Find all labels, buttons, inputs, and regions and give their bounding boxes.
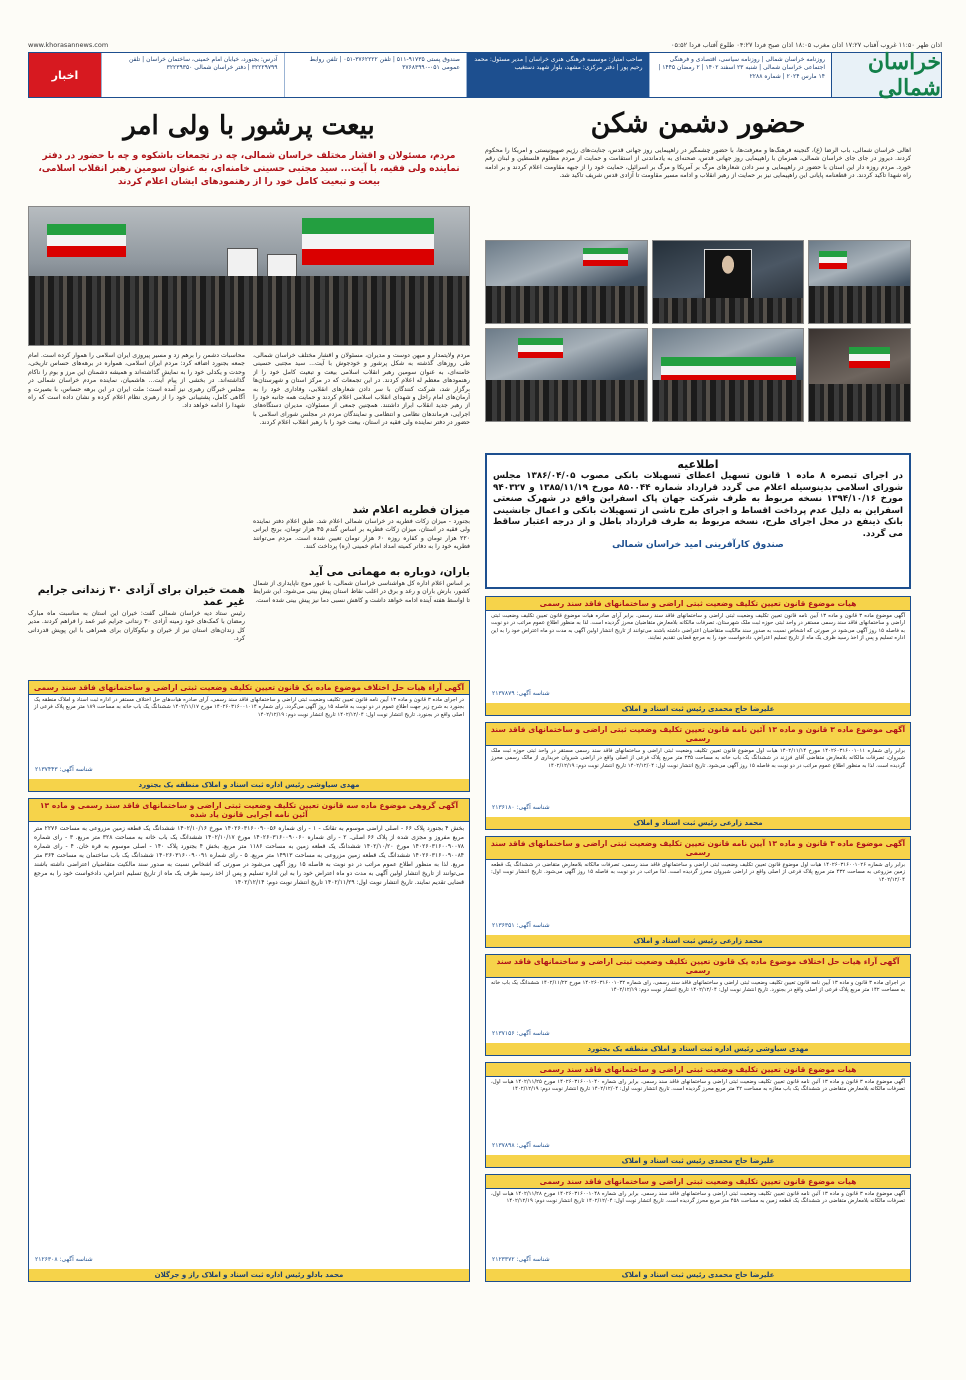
ad-body: آگهی موضوع ماده ۳ قانون و ماده ۱۳ آئین نامه قانون تعیین تکلیف وضعیت ثبتی اراضی و ساختمانهای فاقد سند رسمی. برابر رای شماره ۱۴۰۲۶۰۳۱۶۰۰۱۰۴۸ مورخ ۱۴۰۲/۱۱/۲۸ هیات اول، تصرفات مالکانه بلامعارض متقاضی در ششدانگ یک قطعه زمین به مساحت ۴۵۸ متر مربع محرز گردیده است. تاریخ انتشار نوبت اول: ۱۴۰۲/۱۲/۰۴ تاریخ انتشار نوبت دوم: ۱۴۰۲/۱۲/۱۹ [491,1191,906,1205]
prisoners-heading: همت خیران برای آزادی ۳۰ زندانی جرایم غیر عمد [37,584,245,608]
ad-body: آگهی موضوع ماده ۳ قانون و ماده ۱۳ آئین نامه قانون تعیین تکلیف وضعیت ثبتی اراضی و ساختمانهای فاقد سند رسمی. برابر رای شماره ۱۴۰۲۶۰۳۱۶۰۰۱۰۴۰ مورخ ۱۴۰۲/۱۱/۲۵ هیات اول، تصرفات مالکانه بلامعارض متقاضی در ششدانگ یک باب مغازه به مساحت ۴۲ متر مربع محرز گردیده است. تاریخ انتشار نوبت اول: ۱۴۰۲/۱۲/۰۴ تاریخ انتشار نوبت دوم: ۱۴۰۲/۱۲/۱۹ [491,1079,906,1093]
left-story-text-right: مردم ولایتمدار و میهن دوست و مدیران، مسئولان و اقشار مختلف خراسان شمالی، طی روزهای گذشته به شکل پرشور و خودجوش با آیت... سید مجتبی حسینی خامنه‌ای، به عنوان سومین رهبر انقلاب اسلامی بیعت و تبعیت کامل خود را از رهنمودهای معظم له اعلام کردند. در این تجمعات که در مرکز استان و شهرستان‌ها برگزار شد، شرکت کنندگان با سر دادن شعارهای انقلابی، وفاداری خود را به آرمان‌های امام راحل و شهدای انقلاب اسلامی اعلام کردند و حمایت همه جانبه خود را از رهبر جدید انقلاب ابراز داشتند. همچنین جمعی از مسئولان، مدیران دستگاه‌های اجرایی، فرماندهان نظامی و انتظامی و نمایندگان مردم در مجلس شورای اسلامی با حضور در دفتر نماینده ولی فقیه در استان، بیعت خود را با رهبر انقلاب اعلام کردند. [253,352,470,427]
masthead-issue-info: روزنامه خراسان شمالی | روزنامه سیاسی، اقتصادی و فرهنگی اجتماعی خراسان شمالی | شنبه ۲۳ اسفند ۱۴۰۲ | ۲ رمضان ۱۴۴۵ | ۱۴ مارس ۲۰۲۴ | شماره ۲۲۸۸ [649,53,832,97]
ad-code: شناسه آگهی: ۲۱۲۶۳۰۸ [35,1256,93,1263]
notice-box [485,453,911,589]
ad-title: آگهی موضوع ماده ۳ قانون و ماده ۱۳ آئین نامه قانون تعیین تکلیف وضعیت ثبتی اراضی و ساختمانهای فاقد سند رسمی [486,723,910,746]
ad-code: شناسه آگهی: ۲۱۲۳۳۷۲ [492,1256,550,1263]
masthead-publisher-info: صاحب امتیاز: موسسه فرهنگی هنری خراسان | مدیر مسئول: محمد رحیم پور | دفتر مرکزی: مشهد، بلوار شهید دستغیب [466,53,649,97]
masthead [28,49,942,101]
legal-ad-6 [485,954,911,1056]
rain-heading: باران، دوباره به مهمانی می آید [309,566,470,578]
ad-signature: علیرضا حاج محمدی رئیس ثبت اسناد و املاک [486,703,910,715]
rally-photo-5 [485,328,648,422]
ad-signature: مهدی سیاوشی رئیس اداره ثبت اسناد و املاک منطقه یک بجنورد [486,1043,910,1055]
ad-code: شناسه آگهی: ۲۱۳۶۱۸۰ [492,804,550,811]
ad-body: آگهی موضوع ماده ۳ قانون و ماده ۱۳ آیین نامه قانون تعیین تکلیف وضعیت ثبتی اراضی و ساختمانهای فاقد سند رسمی. برابر آرای صادره هیات موضوع قانون تعیین تکلیف وضعیت ثبتی اراضی و ساختمانهای فاقد سند رسمی مستقر در واحد ثبتی حوزه ثبت ملک شهرستان، تصرفات مالکانه بلامعارض متقاضیان محرز گردیده است. لذا به منظور اطلاع عموم مراتب در دو نوبت به فاصله ۱۵ روز آگهی می‌شود در صورتی که اشخاص نسبت به صدور سند مالکیت متقاضیان اعتراضی داشته باشند می‌توانند از تاریخ انتشار اولین آگهی به مدت دو ماه اعتراض خود را به این اداره تسلیم و پس از اخذ رسید ظرف یک ماه از تاریخ تسلیم اعتراض، دادخواست خود را به مرجع قضایی تقدیم نمایند. [491,613,905,642]
prisoners-text: رئیس ستاد دیه خراسان شمالی گفت: خیران این استان به مناسبت ماه مبارک رمضان با کمک‌های خود زمینه آزادی ۳۰ زندانی جرایم غیر عمد را فراهم کردند. مدیر کل زندان‌های استان نیز از خیران و نیکوکاران برای همراهی با این پویش قدردانی کرد. [28,610,245,643]
ad-code: شناسه آگهی: ۲۱۳۶۳۵۱ [492,922,550,929]
masthead-address-info: آدرس: بجنورد، خیابان امام خمینی، ساختمان خراسان | تلفن ۳۲۲۲۹۷۹۹ | دفتر خراسان شمالی ۳۲۲۳۹۳۵۰ [101,53,284,97]
rally-photo-leader-portrait [652,240,804,324]
legal-ad-1 [485,596,911,716]
ad-title: هیات موضوع قانون تعیین تکلیف وضعیت ثبتی اراضی و ساختمانهای فاقد سند رسمی [486,1175,910,1189]
masthead-contact-info: صندوق پستی ۹۱۷۳۵-۵۱۱ | تلفن ۳۷۶۲۲۲۲-۰۵۱ | تلفن روابط عمومی ۰۵۱-۳۷۶۸۳۹۹۰ [284,53,467,97]
right-headline: حضور دشمن شکن [590,108,806,139]
ad-body: در اجرای ماده ۳ قانون و ماده ۱۳ آیین نامه قانون تعیین تکلیف وضعیت ثبتی اراضی و ساختمانهای فاقد سند رسمی، رای شماره ۱۴۰۲۶۰۳۱۶۰۰۱۰۳۲ مورخ ۱۴۰۲/۱۱/۲۲ ششدانگ یک باب خانه به مساحت ۱۴۲ متر مربع پلاک فرعی از اصلی واقع در بجنورد. تاریخ انتشار نوبت اول: ۱۴۰۲/۱۲/۰۴ تاریخ انتشار نوبت دوم: ۱۴۰۲/۱۲/۱۹ [491,980,905,994]
right-story-text: اهالی خراسان شمالی، باب الرضا (ع)، گنجینه فرهنگ‌ها و معرفت‌ها، با حضور چشمگیر در راهپیمایی روز جهانی قدس، جنایت‌های رژیم صهیونیستی و آمریکا را محکوم کردند. دیروز در جای جای خراسان شمالی، همزمان با راهپیمایی روز جهانی قدس، صحنه‌ای به یادماندنی از استقامت و حمایت از مردم مظلوم فلسطین و لبنان رقم خورد. مردم روزه دار این استان با حضور در راهپیمایی و سر دادن شعارهای مرگ بر آمریکا و مرگ بر اسرائیل، حمایت خود را از جبهه مقاومت اعلام کردند و بر ادامه راه شهدا تاکید کردند. در قطعنامه پایانی این راهپیمایی نیز بر حمایت از رهبر انقلاب و ادامه مسیر مقاومت تا آزادی قدس شریف تاکید شد. [485,147,911,180]
section-label: اخبار [29,53,101,97]
ad-title: هیات موضوع قانون تعیین تکلیف وضعیت ثبتی اراضی و ساختمانهای فاقد سند رسمی [486,597,910,611]
ad-signature: علیرضا حاج محمدی رئیس ثبت اسناد و املاک [486,1155,910,1167]
fitriyeh-text-continued [28,500,245,570]
ad-title: هیات موضوع قانون تعیین تکلیف وضعیت ثبتی اراضی و ساختمانهای فاقد سند رسمی [486,1063,910,1077]
fitriyeh-heading: میزان فطریه اعلام شد [352,504,470,516]
prisoners-news [28,580,245,670]
legal-ad-2 [485,722,911,830]
ad-signature: محمد زارعی رئیس ثبت اسناد و املاک [486,935,910,947]
fitriyeh-text: بجنورد - میزان زکات فطریه در خراسان شمالی اعلام شد. طبق اعلام دفتر نماینده ولی فقیه در استان، میزان زکات فطریه بر اساس گندم ۴۵ هزار تومان، برنج ایرانی ۲۲۰ هزار تومان و کفاره روزه ۶۰ هزار تومان تعیین شده است. مردم می‌توانند فطریه خود را به دفاتر کمیته امداد امام خمینی (ره) پرداخت کنند. [253,518,470,551]
ad-title: آگهی آراء هیات حل اختلاف موضوع ماده یک قانون تعیین تکلیف وضعیت ثبتی اراضی و ساختمانهای فاقد سند رسمی [486,955,910,978]
left-story-text-left: محاسبات دشمن را برهم زد و مسیر پیروزی ایران اسلامی را هموار کرده است. امام جمعه بجنورد اضافه کرد: مردم ایران اسلامی، همواره در برهه‌های حساس تاریخی، وحدت و یکدلی خود را به نمایش گذاشته‌اند و همیشه دشمنان این مرز و بوم را ناکام گذاشته‌اند. در بخشی از پیام آیت... هاشمیان، نماینده مردم خراسان شمالی در مجلس خبرگان رهبری نیز آمده است: ملت ایران در این برهه حساس، با بصیرت و آگاهی کامل، پشتیبانی خود را از رهبری نظام اعلام کرده و نشان داده است که راه شهدا را ادامه خواهد داد. [28,352,245,410]
ad-signature: علیرضا حاج محمدی رئیس ثبت اسناد و املاک [486,1269,910,1281]
top-info-line [28,38,942,52]
left-headline-box [28,104,470,150]
rain-text: بر اساس اعلام اداره کل هواشناسی خراسان شمالی، با عبور موج ناپایداری از شمال کشور، بارش باران و رعد و برق در اغلب نقاط استان پیش بینی می‌شود. این شرایط تا اواسط هفته آینده ادامه خواهد داشت و کاهش نسبی دما نیز پیش بینی شده است. [253,580,470,604]
ad-code: شناسه آگهی: ۲۱۳۷۸۷۹ [492,690,550,697]
ad-signature: محمد بادلو رئیس اداره ثبت اسناد و املاک راز و جرگلان [29,1269,469,1281]
rally-photo-3 [808,328,911,422]
rally-photo-1 [808,240,911,324]
ad-body: در اجرای ماده ۳ قانون و ماده ۱۳ آیین نامه قانون تعیین تکلیف وضعیت ثبتی اراضی و ساختمانهای فاقد سند رسمی، آرای صادره هیات‌های حل اختلاف مستقر در اداره ثبت اسناد و املاک منطقه یک بجنورد به شرح زیر جهت اطلاع عموم در دو نوبت به فاصله ۱۵ روز آگهی می‌گردد. رای شماره ۱۴۰۲۶۰۳۱۶۰۰۱۰۱۴ مورخ ۱۴۰۲/۱۱/۱۷ ششدانگ یک باب خانه به مساحت ۱۸۹ متر مربع پلاک فرعی از اصلی واقع در بجنورد. تاریخ انتشار نوبت اول: ۱۴۰۲/۱۲/۰۴ تاریخ انتشار نوبت دوم: ۱۴۰۲/۱۲/۱۹ [34,697,465,718]
ad-title: آگهی موضوع ماده ۳ قانون و ماده ۱۳ آیین نامه قانون تعیین تکلیف وضعیت ثبتی اراضی و ساختمانهای فاقد سند رسمی [486,837,910,860]
notice-signature: صندوق کارآفرینی امید خراسان شمالی [612,540,784,550]
ad-title: آگهی گروهی موضوع ماده سه قانون تعیین تکلیف وضعیت ثبتی اراضی و ساختمانهای فاقد سند رسمی و ماده ۱۳ آئین نامه اجرایی قانون یاد شده [29,799,469,822]
prisoners-text-continued [253,622,470,668]
notice-title: اطلاعیه [677,458,719,471]
prayer-times: اذان ظهر ۱۱:۵۰ غروب آفتاب ۱۷:۲۷ اذان مغرب ۱۸:۰۵ اذان صبح فردا ۰۴:۲۷ طلوع آفتاب فردا ۰۵:۵۲ [670,41,942,49]
ad-body: برابر رای شماره ۱۴۰۲۶۰۳۱۶۰۰۱۰۲۶ هیات اول موضوع قانون تعیین تکلیف وضعیت ثبتی اراضی و ساختمانهای فاقد سند رسمی، تصرفات مالکانه بلامعارض متقاضی در ششدانگ یک قطعه زمین مزروعی به مساحت ۴۳۲ متر مربع پلاک فرعی از اصلی واقع در اراضی شیروان محرز گردیده است. لذا مراتب در دو نوبت به فاصله ۱۵ روز آگهی می‌شود. تاریخ انتشار نوبت اول: ۱۴۰۲/۱۲/۰۴ [491,862,905,883]
newspaper-logo: خراسان شمالی [831,53,941,97]
website-url[interactable]: www.khorasannews.com [28,41,109,49]
ad-signature: محمد زارعی رئیس ثبت اسناد و املاک [486,817,910,829]
rally-photo-4 [652,328,804,422]
prisoners-news-continued [253,622,470,668]
notice-text: در اجرای تبصره ۸ ماده ۱ قانون تسهیل اعطای تسهیلات بانکی مصوب ۱۳۸۶/۰۴/۰۵ مجلس شورای اسلامی بدینوسیله اعلام می گردد قرارداد شماره ۸۵۰۰۴۴ مورخ ۱۳۸۵/۱۱/۱۹ و ۹۴۰۳۲۷ مورخ ۱۳۹۴/۱۰/۱۶ نسخه مربوط به طرف شرکت جهان پاک اسفراین واقع در شهرک صنعتی اسفراین به دلیل عدم پرداخت اقساط و اجرای طرح ناشی از تسهیلات بانکی و اعمال جانشینی بانک ذینفع در محل اجرای طرح، نسخه مربوط به طرف قرارداد باطل و از درجه اعتبار ساقط می گردد. [493,471,904,539]
left-headline: بیعت پرشور با ولی امر [123,111,375,141]
ad-title: آگهی آراء هیات حل اختلاف موضوع ماده یک قانون تعیین تکلیف وضعیت ثبتی اراضی و ساختمانهای فاقد سند رسمی [29,681,469,695]
ad-signature: مهدی سیاوشی رئیس اداره ثبت اسناد و املاک منطقه یک بجنورد [29,779,469,791]
ad-body: بخش ۴ بجنورد پلاک ۶۶ - اصلی اراضی موسوم به تقانک - ۱ - رای شماره ۱۴۰۲۶۰۳۱۶۰۰۹۰۰۵۶ مورخ ۱۴۰۲/۱۰/۱۶ ششدانگ یک قطعه زمین مزروعی به مساحت ۲۲۷۶ متر مربع مفروز و مجزی شده از پلاک ۶۶ اصلی. ۲ - رای شماره ۱۴۰۲۶۰۳۱۶۰۰۹۰۰۶۰ مورخ ۱۴۰۲/۱۰/۱۷ ششدانگ یک باب خانه به مساحت ۳۲۸ متر مربع. ۳ - رای شماره ۱۴۰۲۶۰۳۱۶۰۰۹۰۰۷۸ مورخ ۱۴۰۲/۱۰/۲۰ ششدانگ یک قطعه زمین به مساحت ۱۱۸۶ متر مربع. بخش ۴ بجنورد پلاک ۱۴۰ - اصلی موسوم به قره خان. ۴ - رای شماره ۱۴۰۲۶۰۳۱۶۰۰۹۰۰۸۴ ششدانگ یک قطعه زمین مزروعی به مساحت ۱۴۹۱۳ متر مربع. ۵ - رای شماره ۱۴۰۲۶۰۳۱۶۰۰۹۰۰۹۱ ششدانگ یک باب ساختمان به مساحت ۳۶۴ متر مربع. لذا به منظور اطلاع عموم مراتب در دو نوبت به فاصله ۱۵ روز آگهی می‌شود در صورتی که اشخاص نسبت به صدور سند مالکیت متقاضیان اعتراضی داشته باشند می‌توانند از تاریخ انتشار اولین آگهی به مدت دو ماه اعتراض خود را به این اداره تسلیم و پس از اخذ رسید ظرف یک ماه از تاریخ تسلیم اعتراض، دادخواست خود را به مرجع قضایی تقدیم نمایند. تاریخ انتشار نوبت اول: ۱۴۰۲/۱۱/۲۹ تاریخ انتشار نوبت دوم: ۱۴۰۲/۱۲/۱۴ [34,825,465,886]
ad-code: شناسه آگهی: ۲۱۳۷۸۹۸ [492,1142,550,1149]
legal-ad-8 [485,1174,911,1282]
ad-code: شناسه آگهی: ۲۱۳۷۱۵۶ [492,1030,550,1037]
legal-ad-7 [485,1062,911,1168]
rain-news [253,562,470,622]
left-main-photo [28,206,470,346]
ad-code: شناسه آگهی: ۲۱۳۷۴۴۳ [35,766,93,773]
legal-ad-4 [485,836,911,948]
right-headline-box [485,104,911,146]
legal-ad-5-group [28,798,470,1282]
legal-ad-3 [28,680,470,792]
rally-photo-2 [485,240,648,324]
left-lead: مردم، مسئولان و اقشار مختلف خراسان شمالی، چه در تجمعات باشکوه و چه با حضور در دفتر نماینده ولی فقیه، با آیت... سید مجتبی حسینی خامنه‌ای، به عنوان سومین رهبر انقلاب اسلامی، بیعت و تبعیت کامل خود را از رهنمودهای ایشان اعلام کردند [38,151,460,187]
ad-body: برابر رای شماره ۱۴۰۲۶۰۳۱۶۰۰۱۰۱۱ مورخ ۱۴۰۲/۱۱/۱۴ هیات اول موضوع قانون تعیین تکلیف وضعیت ثبتی اراضی و ساختمانهای فاقد سند رسمی مستقر در واحد ثبتی حوزه ثبت ملک شیروان، تصرفات مالکانه بلامعارض متقاضی آقای فرزند در ششدانگ یک باب خانه به مساحت ۲۳۵ متر مربع پلاک فرعی از اصلی واقع در اراضی شیروان خریداری از مالک رسمی محرز گردیده است. لذا به منظور اطلاع عموم مراتب در دو نوبت به فاصله ۱۵ روز آگهی می‌شود. تاریخ انتشار نوبت اول: ۱۴۰۲/۱۲/۰۴ تاریخ انتشار نوبت دوم: ۱۴۰۲/۱۲/۱۹ [491,748,905,769]
